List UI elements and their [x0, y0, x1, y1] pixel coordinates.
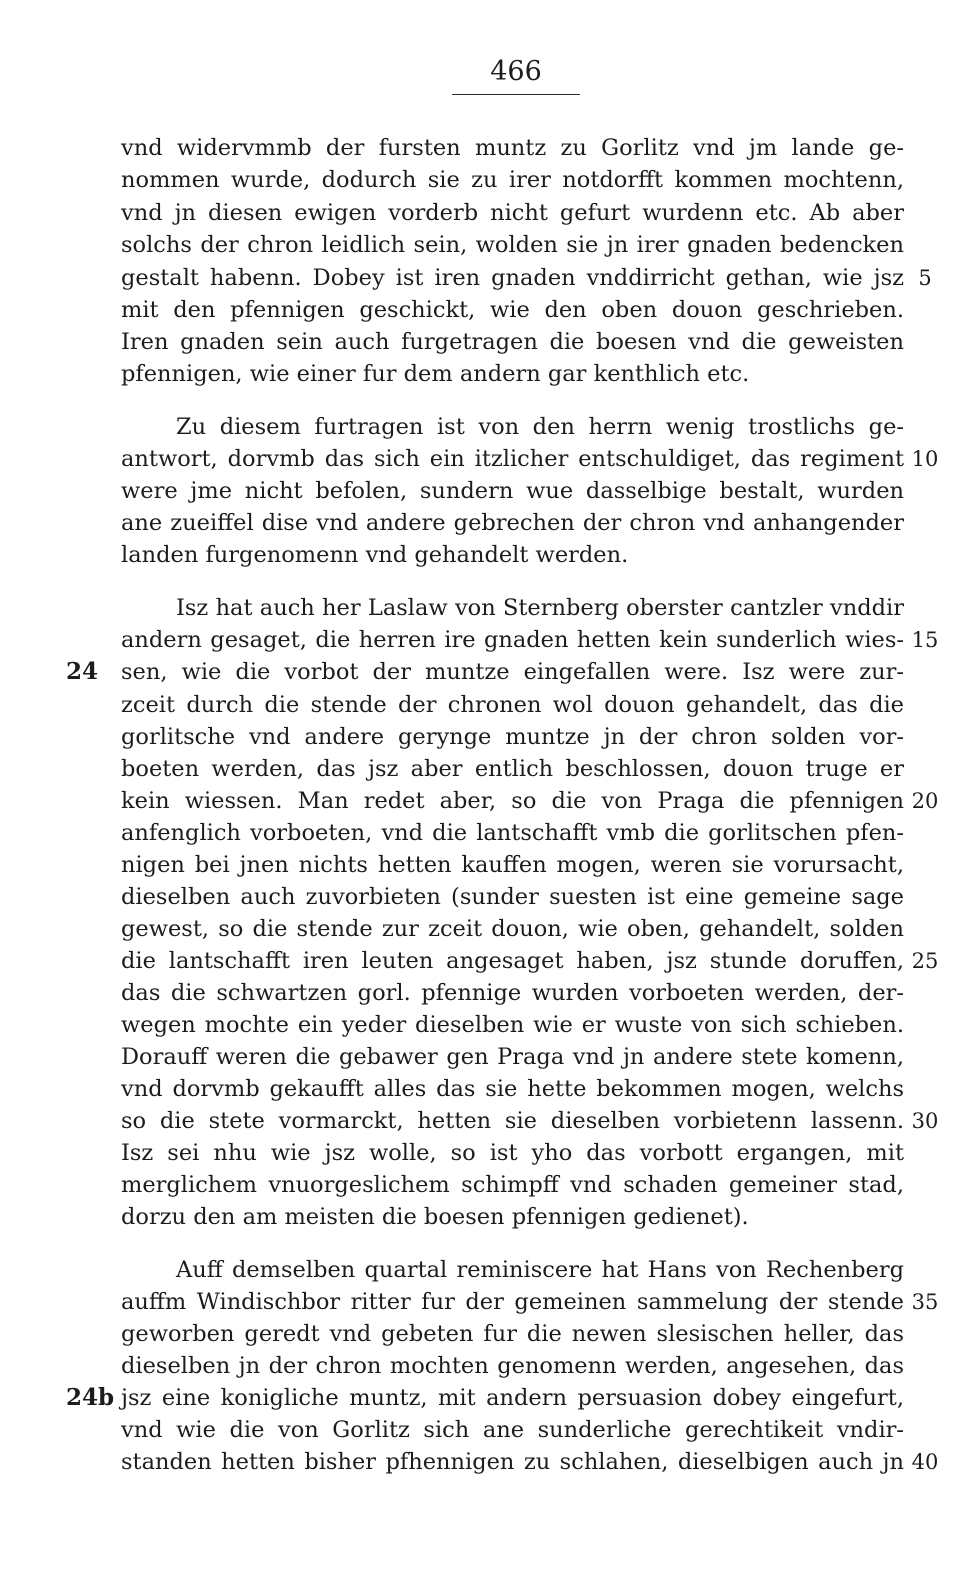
page-number: 466: [490, 56, 542, 87]
text-line: solchs der chron leidlich sein, wolden sie jn irer gnaden bedencken: [121, 232, 904, 258]
line-number: 10: [911, 447, 939, 471]
text-line: das die schwartzen gorl. pfennige wurden vorboeten werden, der-: [121, 980, 904, 1006]
text-line: Isz hat auch her Laslaw von Sternberg oberster cantzler vnddir: [176, 595, 904, 621]
text-line: vnd widervmmb der fursten muntz zu Gorlitz vnd jm lande ge-: [121, 135, 904, 161]
text-line: Isz sei nhu wie jsz wolle, so ist yho das vorbott ergangen, mit: [121, 1140, 904, 1166]
text-line: jsz eine konigliche muntz, mit andern persuasion dobey eingefurt,: [121, 1385, 904, 1411]
text-line: Iren gnaden sein auch furgetragen die boesen vnd die geweisten: [121, 329, 904, 355]
line-number: 25: [911, 949, 939, 973]
text-line: kein wiessen. Man redet aber, so die von Praga die pfennigen: [121, 788, 904, 814]
line-number: 30: [911, 1109, 939, 1133]
text-line: anfenglich vorboeten, vnd die lantschafft vmb die gorlitschen pfen-: [121, 820, 904, 846]
text-line: landen furgenomenn vnd gehandelt werden.: [121, 542, 629, 568]
text-line: pfennigen, wie einer fur dem andern gar kenthlich etc.: [121, 361, 750, 387]
text-line: merglichem vnuorgeslichem schimpff vnd schaden gemeiner stad,: [121, 1172, 904, 1198]
text-line: sen, wie die vorbot der muntze eingefallen were. Isz were zur-: [121, 659, 904, 685]
text-line: vnd wie die von Gorlitz sich ane sunderliche gerechtikeit vndir-: [121, 1417, 904, 1443]
text-line: gestalt habenn. Dobey ist iren gnaden vnddirricht gethan, wie jsz: [121, 265, 904, 291]
text-line: so die stete vormarckt, hetten sie dieselben vorbietenn lassenn.: [121, 1108, 904, 1134]
text-line: gewest, so die stende zur zceit douon, wie oben, gehandelt, solden: [121, 916, 904, 942]
line-number: 5: [918, 266, 932, 290]
text-line: mit den pfennigen geschickt, wie den oben douon geschrieben.: [121, 297, 904, 323]
text-line: antwort, dorvmb das sich ein itzlicher entschuldiget, das regiment: [121, 446, 904, 472]
text-line: andern gesaget, die herren ire gnaden hetten kein sunderlich wies-: [121, 627, 904, 653]
text-line: standen hetten bisher pfhennigen zu schlahen, dieselbigen auch jn: [121, 1449, 904, 1475]
header-rule: [452, 94, 580, 95]
text-line: were jme nicht befolen, sundern wue dasselbige bestalt, wurden: [121, 478, 904, 504]
line-number: 35: [911, 1290, 939, 1314]
text-line: zceit durch die stende der chronen wol douon gehandelt, das die: [121, 692, 904, 718]
folio-mark: 24: [66, 658, 99, 685]
text-line: Dorauff weren die gebawer gen Praga vnd jn andere stete komenn,: [121, 1044, 904, 1070]
text-line: dorzu den am meisten die boesen pfennigen gedienet).: [121, 1204, 749, 1230]
text-line: ane zueiffel dise vnd andere gebrechen der chron vnd anhangender: [121, 510, 904, 536]
line-number: 20: [911, 789, 939, 813]
line-number: 15: [911, 628, 939, 652]
text-line: gorlitsche vnd andere gerynge muntze jn der chron solden vor-: [121, 724, 904, 750]
text-line: die lantschafft iren leuten angesaget haben, jsz stunde doruffen,: [121, 948, 904, 974]
text-line: wegen mochte ein yeder dieselben wie er wuste von sich schieben.: [121, 1012, 904, 1038]
text-line: vnd jn diesen ewigen vorderb nicht gefurt wurdenn etc. Ab aber: [121, 200, 904, 226]
text-line: dieselben jn der chron mochten genomenn werden, angesehen, das: [121, 1353, 904, 1379]
text-line: geworben geredt vnd gebeten fur die newen slesischen heller, das: [121, 1321, 904, 1347]
text-line: vnd dorvmb gekaufft alles das sie hette bekommen mogen, welchs: [121, 1076, 904, 1102]
text-line: nigen bei jnen nichts hetten kauffen mogen, weren sie vorursacht,: [121, 852, 904, 878]
text-line: nommen wurde, dodurch sie zu irer notdorfft kommen mochtenn,: [121, 167, 904, 193]
text-line: boeten werden, das jsz aber entlich beschlossen, douon truge er: [121, 756, 904, 782]
text-line: auffm Windischbor ritter fur der gemeinen sammelung der stende: [121, 1289, 904, 1315]
folio-mark: 24b: [66, 1384, 115, 1411]
text-line: Auff demselben quartal reminiscere hat Hans von Rechenberg: [176, 1257, 904, 1283]
text-line: Zu diesem furtragen ist von den herrn wenig trostlichs ge-: [176, 414, 904, 440]
line-number: 40: [911, 1450, 939, 1474]
text-line: dieselben auch zuvorbieten (sunder suesten ist eine gemeine sage: [121, 884, 904, 910]
